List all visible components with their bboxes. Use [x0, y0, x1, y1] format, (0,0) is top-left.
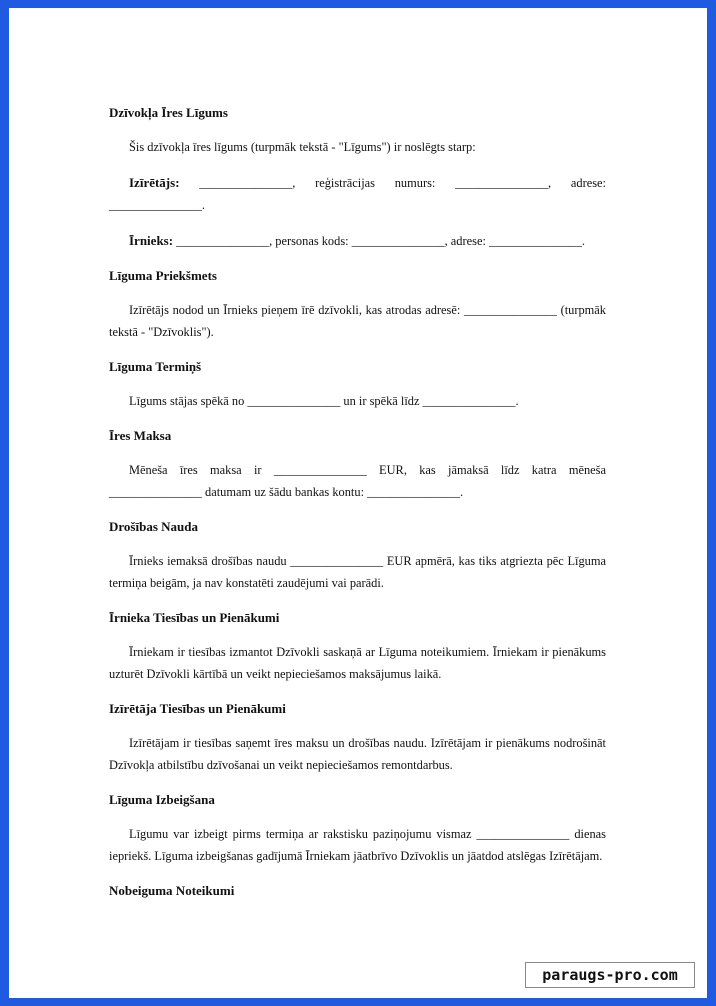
section-heading-deposit: Drošības Nauda	[109, 519, 198, 534]
landlord-label: Izīrētājs:	[129, 175, 180, 190]
document-content	[109, 104, 606, 900]
landlord-paragraph	[109, 172, 606, 216]
section-heading-term: Līguma Termiņš	[109, 359, 202, 374]
watermark-label: paraugs-pro.com	[525, 962, 695, 988]
section-text-term: Līgums stājas spēkā no _______________ un ir spēkā līdz _______________.	[129, 394, 519, 408]
tenant-paragraph	[109, 230, 606, 252]
section-text-subject: Izīrētājs nodod un Īrnieks pieņem īrē dzīvokli, kas atrodas adresē: _______________ (turpmāk tekstā - "Dzīvoklis").	[109, 303, 606, 339]
tenant-label: Īrnieks:	[129, 233, 174, 248]
section-text-termination: Līgumu var izbeigt pirms termiņa ar rakstisku paziņojumu vismaz _______________ dienas iepriekš. Līguma izbeigšanas gadījumā Īrniekam jāatbrīvo Dzīvoklis un jāatdod atslēgas Izīrētājam.	[109, 827, 606, 863]
section-heading-final: Nobeiguma Noteikumi	[109, 883, 235, 898]
document-page	[9, 8, 707, 998]
section-heading-termination: Līguma Izbeigšana	[109, 792, 215, 807]
tenant-details: _______________, personas kods: _______________, adrese: _______________.	[173, 234, 586, 248]
landlord-details: _______________, reģistrācijas numurs: _______________, adrese: _______________.	[109, 176, 606, 212]
section-heading-subject: Līguma Priekšmets	[109, 268, 217, 283]
section-text-deposit: Īrnieks iemaksā drošības naudu _______________ EUR apmērā, kas tiks atgriezta pēc Līguma termiņa beigām, ja nav konstatēti zaudējumi vai parādi.	[109, 554, 606, 590]
section-heading-rent: Īres Maksa	[109, 428, 172, 443]
document-title: Dzīvokļa Īres Līgums	[109, 105, 228, 120]
section-text-tenant-rights: Īrniekam ir tiesības izmantot Dzīvokli saskaņā ar Līguma noteikumiem. Īrniekam ir pienākums uzturēt Dzīvokli kārtībā un veikt nepieciešamos maksājumus laikā.	[109, 645, 606, 681]
section-text-landlord-rights: Izīrētājam ir tiesības saņemt īres maksu un drošības naudu. Izīrētājam ir pienākums nodrošināt Dzīvokļa atbilstību dzīvošanai un veikt nepieciešamos remontdarbus.	[109, 736, 606, 772]
intro-paragraph: Šis dzīvokļa īres līgums (turpmāk tekstā - "Līgums") ir noslēgts starp:	[129, 140, 476, 154]
section-text-rent: Mēneša īres maksa ir _______________ EUR, kas jāmaksā līdz katra mēneša _______________ datumam uz šādu bankas kontu: _______________.	[109, 463, 606, 499]
section-heading-tenant-rights: Īrnieka Tiesības un Pienākumi	[109, 610, 280, 625]
section-heading-landlord-rights: Izīrētāja Tiesības un Pienākumi	[109, 701, 286, 716]
